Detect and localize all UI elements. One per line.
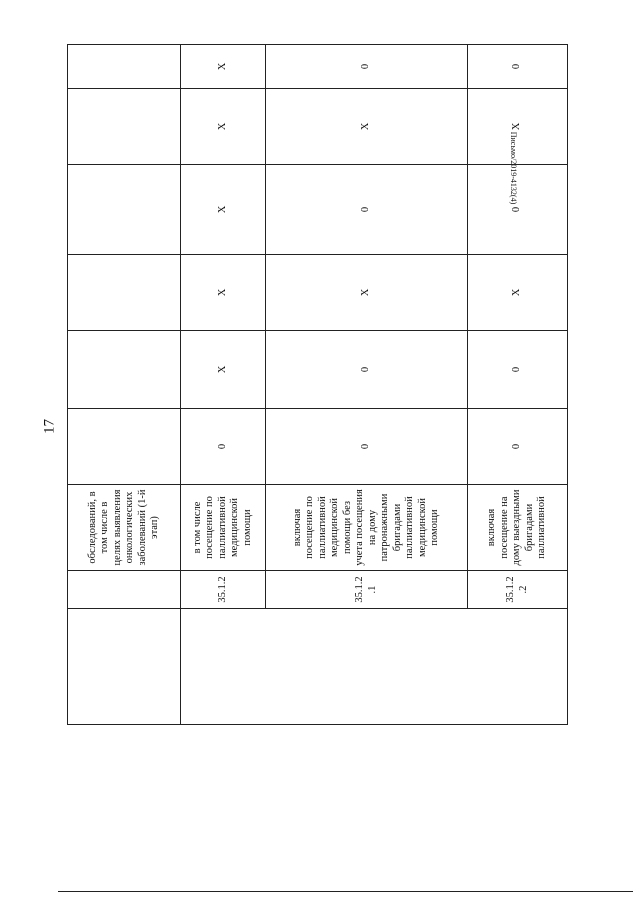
cell-value	[68, 409, 181, 485]
row-code: 35.1.2	[181, 571, 266, 609]
table-row	[181, 45, 266, 725]
cell-value: 0	[266, 331, 468, 409]
cell-value: 0	[181, 409, 266, 485]
row-code: 35.1.2 .2	[468, 571, 568, 609]
cell-value	[68, 89, 181, 165]
cell-value	[68, 255, 181, 331]
footer-rule	[58, 891, 633, 892]
cell-value: 0	[468, 409, 568, 485]
row-label: обследований, в том числе в целях выявления онкологических заболеваний (1-й этап)	[68, 485, 181, 571]
document-code: Письмо/2019-4132(4)	[509, 131, 518, 205]
table-row	[68, 45, 181, 725]
row-label: в том числе посещение по паллиативной медицинской помощи	[181, 485, 266, 571]
row-label: включая посещение по паллиативной медицинской помощи без учета посещения на дому патронажными бригадами паллиативной медицинской помощи	[266, 485, 468, 571]
cell-value: Х	[181, 255, 266, 331]
cell-value: Х	[266, 255, 468, 331]
cell-value	[68, 331, 181, 409]
cell-empty	[181, 609, 568, 725]
cell-empty	[68, 609, 181, 725]
cell-value: 0	[468, 45, 568, 89]
cell-value: Х	[181, 331, 266, 409]
cell-value	[68, 45, 181, 89]
row-label: включая посещение на дому выездными бригадами паллиативной	[468, 485, 568, 571]
cell-value: Х	[181, 89, 266, 165]
cell-value: 0	[266, 409, 468, 485]
cell-value: Х	[181, 45, 266, 89]
cell-value: 0	[266, 165, 468, 255]
cell-value: Х	[266, 89, 468, 165]
data-table	[67, 44, 568, 725]
cell-value: 0	[468, 165, 568, 255]
cell-value: Х	[468, 255, 568, 331]
row-code	[68, 571, 181, 609]
row-code: 35.1.2 .1	[266, 571, 468, 609]
cell-value: 0	[468, 331, 568, 409]
cell-value	[68, 165, 181, 255]
cell-value: Х	[468, 89, 568, 165]
page-number: 17	[41, 419, 58, 434]
cell-value: 0	[266, 45, 468, 89]
cell-value: Х	[181, 165, 266, 255]
